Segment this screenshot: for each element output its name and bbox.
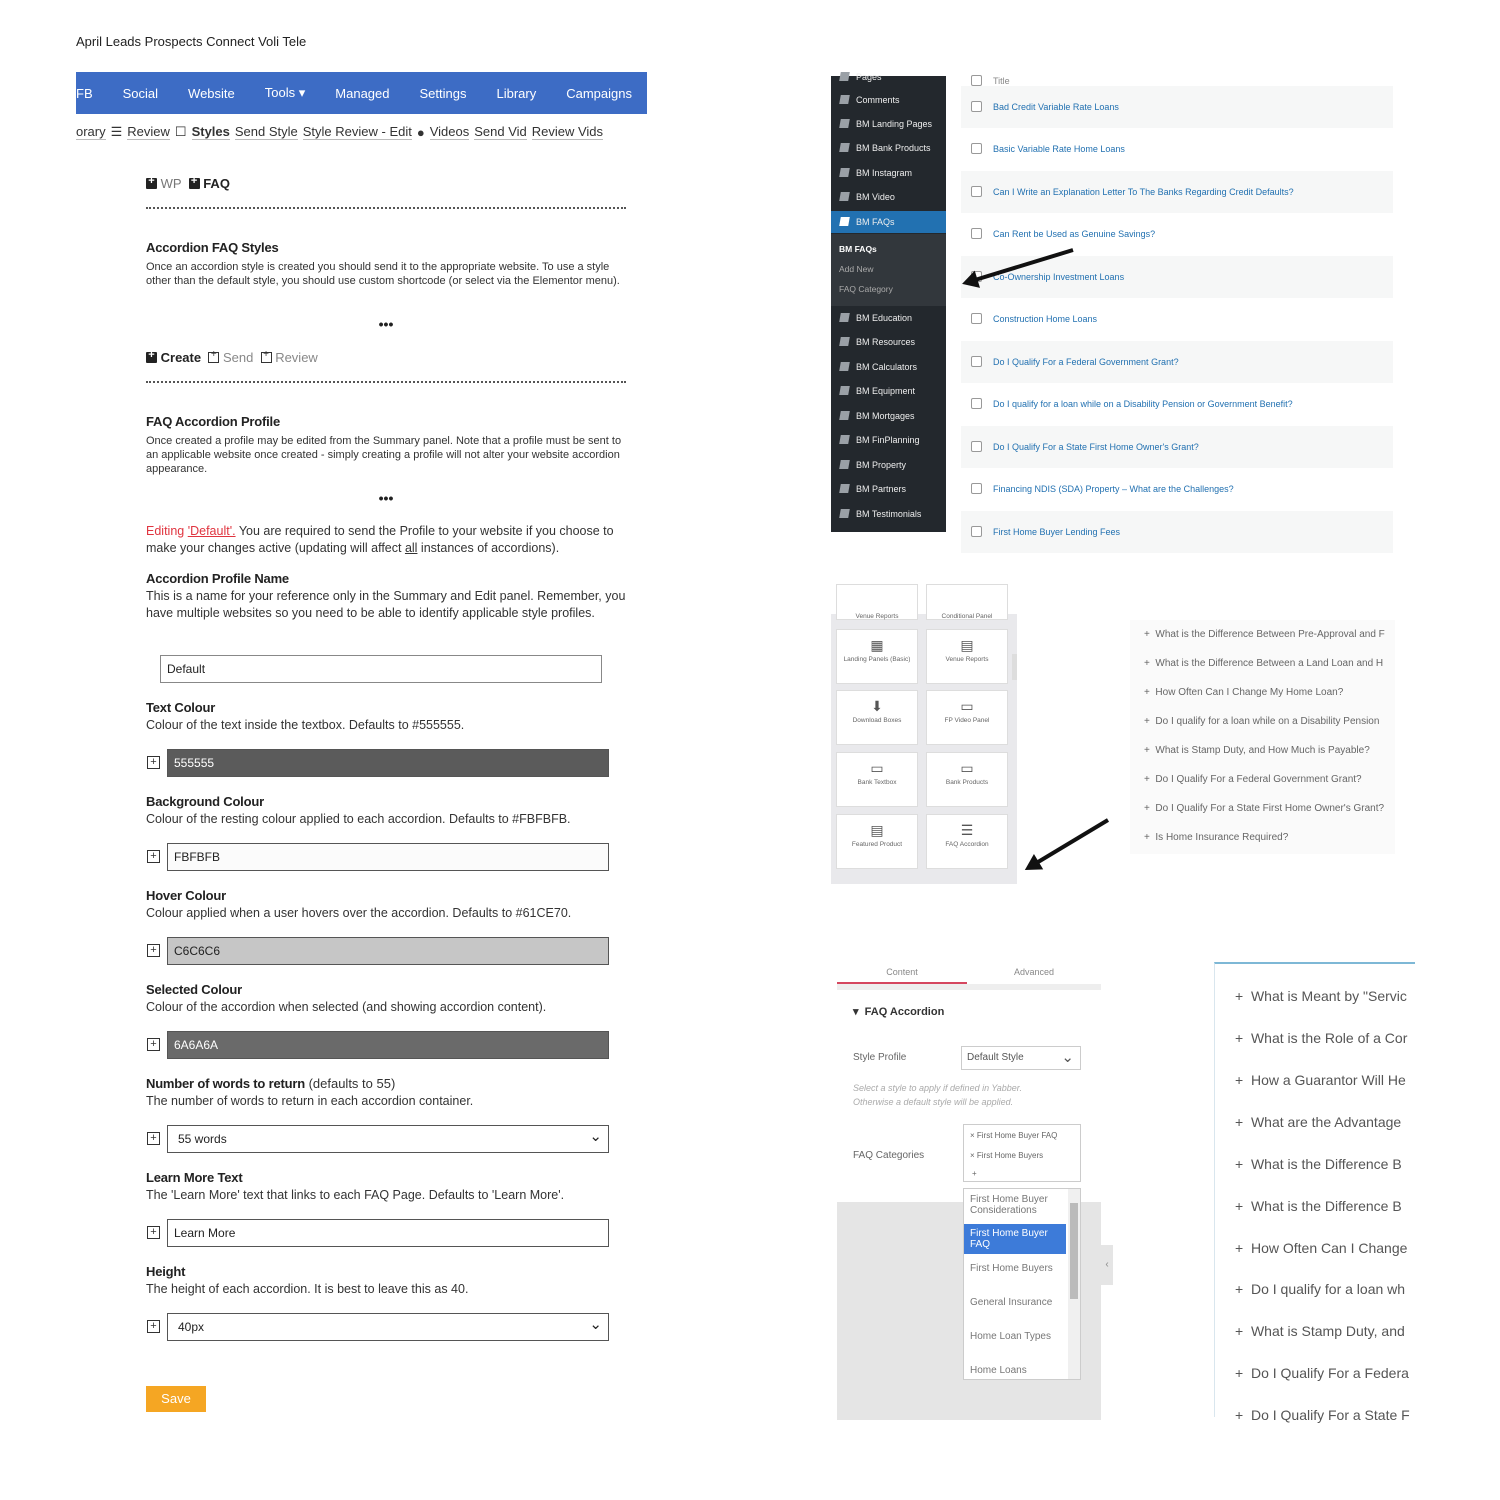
faq-accordion-section[interactable]: ▾ FAQ Accordion (853, 1006, 945, 1018)
create-link[interactable]: Create (160, 350, 202, 365)
tab-divider (837, 984, 1101, 990)
post-title[interactable]: Do I Qualify For a Federal Government Grant? (993, 357, 1179, 367)
pin-icon (839, 337, 850, 346)
pointer-arrow (1027, 818, 1109, 869)
menu-label: BM Landing Pages (856, 119, 933, 129)
pin-icon (839, 411, 850, 420)
widget-tile[interactable] (836, 752, 918, 807)
nav-managed[interactable]: Managed (335, 85, 390, 101)
faqs-submenu (831, 234, 946, 306)
subnav-library[interactable]: orary (76, 124, 106, 139)
accordion-item[interactable]: + How a Guarantor Will He (1235, 1072, 1406, 1088)
menu-bm-calculators[interactable] (831, 356, 946, 378)
actions-row (146, 350, 626, 365)
subnav-send-style[interactable]: Send Style (234, 124, 298, 139)
checkbox[interactable] (971, 398, 982, 409)
scroll-thumb[interactable] (1070, 1203, 1078, 1299)
accordion-item[interactable]: + What is Meant by "Servic (1235, 988, 1407, 1004)
style-profile-label: Style Profile (853, 1052, 907, 1063)
pin-icon (839, 143, 850, 152)
styles-description: Once an accordion style is created you should send it to the appropriate website. To use a style other than the default style, you should use custom shortcode (or select via the Elementor menu). (146, 261, 620, 287)
nav-library[interactable]: Library (496, 85, 537, 101)
widget-tile[interactable] (836, 814, 918, 869)
menu-label: BM Education (856, 313, 913, 323)
list-item[interactable]: + What is Stamp Duty, and How Much is Payable? (1144, 745, 1370, 756)
option-selected[interactable]: First Home Buyer FAQ (964, 1224, 1066, 1254)
accordion-item[interactable]: + What is the Difference B (1235, 1156, 1402, 1172)
selected-colour-heading: Selected Colour (146, 982, 242, 997)
tag[interactable]: × First Home Buyer FAQ (970, 1131, 1058, 1140)
item-text: What is the Role of a Cor (1250, 1030, 1408, 1046)
divider (146, 381, 626, 383)
hover-colour-heading: Hover Colour (146, 888, 226, 903)
bg-colour-description: Colour of the resting colour applied to each accordion. Defaults to #FBFBFB. (146, 812, 571, 826)
menu-bm-faqs[interactable] (831, 211, 946, 233)
menu-bm-education[interactable] (831, 307, 946, 329)
submenu-faq-category[interactable]: FAQ Category (839, 284, 893, 294)
more-dots: ••• (378, 316, 394, 332)
text-colour-description: Colour of the text inside the textbox. Defaults to #555555. (146, 718, 465, 732)
list-item[interactable]: + Do I qualify for a loan while on a Disability Pension (1144, 716, 1380, 727)
item-text: What is Stamp Duty, and How Much is Payable? (1155, 745, 1370, 756)
list-item[interactable] (961, 341, 1393, 383)
collapse-handle[interactable] (1012, 654, 1017, 680)
list-item[interactable]: + Do I Qualify For a State First Home Owner's Grant? (1144, 803, 1385, 814)
menu-label: BM Mortgages (856, 411, 915, 421)
play-icon: ● (416, 124, 425, 140)
menu-bm-testimonials[interactable] (831, 503, 946, 525)
nav-fb[interactable]: FB (76, 85, 93, 101)
submenu-add-new[interactable]: Add New (839, 264, 874, 274)
crumb-wp[interactable]: WP (160, 176, 182, 191)
item-text: Do I Qualify For a Federal Government Grant? (1155, 774, 1362, 785)
menu-label: BM Property (856, 460, 907, 470)
faq-post-list (961, 76, 1393, 537)
style-hint: Select a style to apply if defined in Yabber. Otherwise a default style will be applied. (853, 1083, 1022, 1107)
checkbox[interactable] (971, 313, 982, 324)
item-text: What is the Difference Between Pre-Approval and F (1155, 629, 1385, 640)
option[interactable]: First Home Buyers (970, 1263, 1053, 1274)
widget-panel (831, 614, 1017, 884)
checkbox[interactable] (971, 483, 982, 494)
pin-icon (839, 313, 850, 322)
hover-colour-description: Colour applied when a user hovers over the accordion. Defaults to #61CE70. (146, 906, 572, 920)
option[interactable]: Home Loans (970, 1365, 1027, 1376)
pin-icon (839, 435, 850, 444)
post-title[interactable]: Construction Home Loans (993, 314, 1098, 324)
bank-products-icon: ▭ (960, 760, 974, 776)
widget-tile[interactable] (926, 690, 1008, 745)
expand-icon[interactable]: + (147, 1226, 160, 1239)
widget-tile[interactable] (926, 629, 1008, 684)
item-text: What is Stamp Duty, and (1250, 1323, 1405, 1339)
item-text: Do I Qualify For a State First Home Owner's Grant? (1155, 803, 1385, 814)
profile-description: Once created a profile may be edited from the Summary panel. Note that a profile must be sent to an applicable website once created - simply creating a profile will not alter your website accordion appearance. (146, 435, 622, 475)
profile-heading: FAQ Accordion Profile (146, 414, 281, 429)
pin-icon (839, 362, 850, 371)
list-item[interactable]: + Do I Qualify For a Federal Government Grant? (1144, 774, 1362, 785)
post-title[interactable]: First Home Buyer Lending Fees (993, 527, 1121, 537)
learn-more-input[interactable]: Learn More (167, 1219, 609, 1247)
tab-advanced[interactable] (969, 950, 1099, 984)
checkbox[interactable] (971, 441, 982, 452)
name-description: This is a name for your reference only in the Summary and Edit panel. Remember, you have multiple websites so you need to be able to identify applicable style profiles. (146, 589, 626, 620)
panel-tabs (837, 950, 1101, 984)
menu-comments[interactable] (831, 89, 946, 111)
post-title[interactable]: Can Rent be Used as Genuine Savings? (993, 229, 1156, 239)
hover-colour-input[interactable]: C6C6C6 (167, 937, 609, 965)
subnav-review[interactable]: Review (127, 124, 170, 139)
profile-name-input[interactable]: Default (160, 655, 602, 683)
editing-all: all (404, 541, 418, 555)
menu-label: BM Calculators (856, 362, 918, 372)
pin-icon (839, 386, 850, 395)
accordion-item[interactable]: + What is the Role of a Cor (1235, 1030, 1408, 1046)
menu-bm-partners[interactable] (831, 478, 946, 500)
accordion-item[interactable]: + What is the Difference B (1235, 1198, 1402, 1214)
top-nav (76, 72, 647, 114)
section-title: FAQ Accordion (864, 1006, 945, 1018)
accordion-item[interactable]: + Do I Qualify For a State F (1235, 1407, 1410, 1423)
frontend-faq-accordion (1214, 962, 1415, 1423)
item-text: Is Home Insurance Required? (1155, 832, 1289, 843)
learn-more-heading: Learn More Text (146, 1170, 243, 1185)
pages-icon (839, 72, 850, 81)
expand-icon[interactable]: + (147, 850, 160, 863)
tile-label: Conditional Panel (941, 613, 993, 620)
checkbox[interactable] (971, 75, 982, 86)
list-item[interactable] (961, 383, 1393, 425)
bg-colour-input[interactable]: FBFBFB (167, 843, 609, 871)
list-item[interactable] (961, 213, 1393, 255)
bg-colour-heading: Background Colour (146, 794, 264, 809)
subnav-style-review[interactable]: Style Review - Edit (302, 124, 412, 139)
plus-outline-icon (208, 352, 219, 363)
accordion-icon: ☰ (960, 822, 974, 838)
words-suffix: (defaults to 55) (304, 1076, 396, 1091)
words-heading (146, 1076, 626, 1091)
pin-icon (839, 509, 850, 518)
nav-campaigns[interactable]: Campaigns (566, 85, 632, 101)
wp-admin-menu (831, 72, 946, 532)
pin-icon (839, 217, 850, 226)
accordion-item[interactable]: + What are the Advantage (1235, 1114, 1402, 1130)
checkbox[interactable] (971, 143, 982, 154)
checkbox[interactable] (971, 356, 982, 367)
height-heading: Height (146, 1264, 186, 1279)
tab-label: Content (886, 967, 918, 977)
post-title[interactable]: Can I Write an Explanation Letter To The Banks Regarding Credit Defaults? (993, 187, 1294, 197)
checkbox[interactable] (971, 526, 982, 537)
menu-pages[interactable] (831, 66, 946, 88)
menu-label: BM Testimonials (856, 509, 922, 519)
cut-text: April Leads Prospects Connect Voli Tele (76, 34, 307, 49)
item-text: How Often Can I Change My Home Loan? (1155, 687, 1344, 698)
tab-content[interactable] (837, 950, 967, 984)
menu-label: Pages (856, 72, 882, 82)
selected-colour-description: Colour of the accordion when selected (and showing accordion content). (146, 1000, 547, 1014)
words-description: The number of words to return in each accordion container. (146, 1094, 474, 1108)
menu-bm-instagram[interactable] (831, 162, 946, 184)
menu-bm-equipment[interactable] (831, 380, 946, 402)
option[interactable]: First Home Buyer Considerations (970, 1194, 1048, 1216)
item-text: What is the Difference B (1250, 1198, 1402, 1214)
expand-icon[interactable]: + (147, 756, 160, 769)
menu-bm-finplanning[interactable] (831, 429, 946, 451)
widget-tile[interactable] (836, 584, 918, 620)
learn-more-description: The 'Learn More' text that links to each FAQ Page. Defaults to 'Learn More'. (146, 1188, 565, 1202)
name-heading: Accordion Profile Name (146, 571, 289, 586)
plus-square-icon (189, 178, 200, 189)
tile-label: FAQ Accordion (945, 841, 989, 848)
pin-icon (839, 484, 850, 493)
list-item[interactable] (961, 128, 1393, 170)
tile-label: Download Boxes (852, 717, 902, 724)
tile-label: Featured Product (851, 841, 903, 848)
review-link[interactable]: Review (275, 350, 318, 365)
plus-square-icon (146, 352, 157, 363)
featured-icon: ▤ (870, 822, 884, 838)
item-text: What are the Advantage (1250, 1114, 1402, 1130)
tile-label: Bank Products (945, 779, 989, 786)
post-title[interactable]: Do I qualify for a loan while on a Disability Pension or Government Benefit? (993, 399, 1293, 409)
pin-icon (839, 119, 850, 128)
height-value: 40px (178, 1320, 205, 1334)
submenu-bm-faqs[interactable]: BM FAQs (839, 244, 877, 254)
expand-icon[interactable]: + (147, 944, 160, 957)
cut-toolbar (76, 34, 647, 54)
list-item[interactable] (961, 426, 1393, 468)
collapse-panel-icon[interactable]: ‹ (1101, 1245, 1113, 1285)
accordion-item[interactable]: + Do I Qualify For a Federa (1235, 1365, 1409, 1381)
item-text: What is Meant by "Servic (1250, 988, 1407, 1004)
option[interactable]: Home Loan Types (970, 1331, 1051, 1342)
menu-label: BM Resources (856, 337, 916, 347)
checkbox[interactable] (971, 101, 982, 112)
download-icon: ⬇ (871, 698, 883, 714)
nav-website[interactable]: Website (188, 85, 235, 101)
list-item[interactable] (961, 298, 1393, 340)
menu-bm-bank-products[interactable] (831, 137, 946, 159)
tile-label: Bank Textbox (857, 779, 897, 786)
more-dots: ••• (378, 490, 394, 506)
post-title[interactable]: Basic Variable Rate Home Loans (993, 144, 1125, 154)
list-item[interactable] (961, 511, 1393, 553)
accordion-item[interactable]: + Do I qualify for a loan wh (1235, 1281, 1406, 1297)
post-title[interactable]: Bad Credit Variable Rate Loans (993, 102, 1119, 112)
menu-label: BM Bank Products (856, 143, 931, 153)
header-label: Title (993, 76, 1010, 86)
wp-admin-screenshot (831, 72, 1393, 537)
tile-label: Venue Reports (945, 656, 989, 663)
list-icon: ☰ (110, 124, 123, 139)
list-item[interactable] (961, 468, 1393, 510)
sub-nav (76, 122, 647, 142)
menu-label: BM Equipment (856, 386, 916, 396)
menu-label: BM Video (856, 192, 895, 202)
menu-label: BM Instagram (856, 168, 913, 178)
elementor-panel (837, 950, 1101, 1420)
post-title[interactable]: Financing NDIS (SDA) Property – What are the Challenges? (993, 484, 1234, 494)
menu-bm-mortgages[interactable] (831, 405, 946, 427)
widget-tile-faq-accordion[interactable] (926, 814, 1008, 869)
save-button[interactable]: Save (146, 1386, 206, 1412)
list-item[interactable]: + Is Home Insurance Required? (1144, 832, 1289, 843)
words-value: 55 words (178, 1132, 227, 1146)
list-item[interactable] (961, 171, 1393, 213)
list-item[interactable]: + What is the Difference Between Pre-Approval and F (1144, 629, 1385, 640)
widget-tile[interactable] (836, 690, 918, 745)
breadcrumb (146, 176, 626, 191)
menu-bm-property[interactable] (831, 454, 946, 476)
add-tag[interactable]: + (972, 1169, 977, 1178)
comments-icon (839, 95, 850, 104)
tile-label: Venue Reports (855, 613, 899, 620)
video-icon: ▭ (960, 698, 974, 714)
checkbox[interactable] (971, 228, 982, 239)
item-text: Do I Qualify For a State F (1250, 1407, 1410, 1423)
styles-heading: Accordion FAQ Styles (146, 240, 279, 255)
accordion-item[interactable]: + How Often Can I Change (1235, 1240, 1408, 1256)
category-tags[interactable] (963, 1124, 1081, 1182)
pin-icon (839, 192, 850, 201)
expand-icon[interactable]: + (147, 1132, 160, 1145)
pin-icon (839, 460, 850, 469)
nav-tools[interactable]: Tools ▾ (264, 85, 306, 100)
faq-preview-list (1130, 620, 1395, 854)
send-link[interactable]: Send (222, 350, 254, 365)
editing-text-b: instances of accordions). (417, 541, 560, 555)
list-item[interactable] (961, 86, 1393, 128)
words-select[interactable] (167, 1125, 609, 1153)
editing-text-a: You are required to send the Profile to your website if you choose to make your changes active (updating will affect (146, 524, 614, 555)
nav-settings[interactable]: Settings (419, 85, 467, 101)
menu-bm-resources[interactable] (831, 331, 946, 353)
left-panel (76, 34, 647, 1428)
item-text: How a Guarantor Will He (1250, 1072, 1406, 1088)
divider (146, 207, 626, 209)
editing-notice (146, 523, 626, 557)
expand-icon[interactable]: + (147, 1038, 160, 1051)
item-text: What is the Difference B (1250, 1156, 1402, 1172)
tab-label: Advanced (1013, 967, 1055, 977)
tile-label: Landing Panels (Basic) (843, 656, 911, 663)
subnav-send-vid[interactable]: Send Vid (474, 124, 527, 139)
text-colour-heading: Text Colour (146, 700, 216, 715)
subnav-videos[interactable]: Videos (429, 124, 470, 139)
height-description: The height of each accordion. It is best to leave this as 40. (146, 1282, 469, 1296)
categories-listbox[interactable] (963, 1188, 1081, 1380)
words-title: Number of words to return (146, 1076, 305, 1091)
text-colour-input[interactable]: 555555 (167, 749, 609, 777)
textbox-icon: ▭ (870, 760, 884, 776)
editing-name: 'Default'. (187, 524, 236, 538)
subnav-review-vids[interactable]: Review Vids (531, 124, 604, 139)
expand-icon[interactable]: + (147, 1320, 160, 1333)
widget-tile[interactable] (926, 584, 1008, 620)
post-title[interactable]: Co-Ownership Investment Loans (993, 272, 1125, 282)
selected-colour-input[interactable]: 6A6A6A (167, 1031, 609, 1059)
square-icon: ☐ (174, 124, 187, 139)
widget-tile[interactable] (926, 752, 1008, 807)
document-icon: ▤ (960, 637, 974, 653)
list-item[interactable]: + What is the Difference Between a Land Loan and H (1144, 658, 1384, 669)
height-select[interactable] (167, 1313, 609, 1341)
post-title[interactable]: Do I Qualify For a State First Home Owner's Grant? (993, 442, 1199, 452)
select-value: Default Style (967, 1052, 1024, 1063)
menu-label: BM Partners (856, 484, 907, 494)
accordion-item[interactable]: + What is Stamp Duty, and (1235, 1323, 1405, 1339)
list-item[interactable]: + How Often Can I Change My Home Loan? (1144, 687, 1344, 698)
subnav-styles[interactable]: Styles (191, 124, 230, 139)
plus-outline-icon (261, 352, 272, 363)
scrollbar[interactable] (1068, 1189, 1080, 1379)
menu-bm-landing-pages[interactable] (831, 113, 946, 135)
tile-label: FP Video Panel (944, 717, 990, 724)
faq-categories-label: FAQ Categories (853, 1150, 925, 1161)
option[interactable]: General Insurance (970, 1297, 1053, 1308)
grid-icon: ▦ (870, 637, 884, 653)
item-text: Do I qualify for a loan wh (1250, 1281, 1406, 1297)
menu-bm-video[interactable] (831, 186, 946, 208)
nav-social[interactable]: Social (122, 85, 159, 101)
item-text: What is the Difference Between a Land Loan and H (1155, 658, 1384, 669)
menu-label: BM FinPlanning (856, 435, 920, 445)
editing-label: Editing (146, 524, 185, 538)
menu-label: BM FAQs (856, 217, 895, 227)
crumb-faq[interactable]: FAQ (203, 176, 230, 191)
item-text: Do I Qualify For a Federa (1250, 1365, 1409, 1381)
style-profile-select[interactable] (961, 1046, 1081, 1070)
checkbox[interactable] (971, 186, 982, 197)
item-text: How Often Can I Change (1250, 1240, 1408, 1256)
menu-label: Comments (856, 95, 900, 105)
widget-tile[interactable] (836, 629, 918, 684)
item-text: Do I qualify for a loan while on a Disability Pension (1155, 716, 1380, 727)
pin-icon (839, 168, 850, 177)
tag[interactable]: × First Home Buyers (970, 1151, 1044, 1160)
plus-square-icon (146, 178, 157, 189)
